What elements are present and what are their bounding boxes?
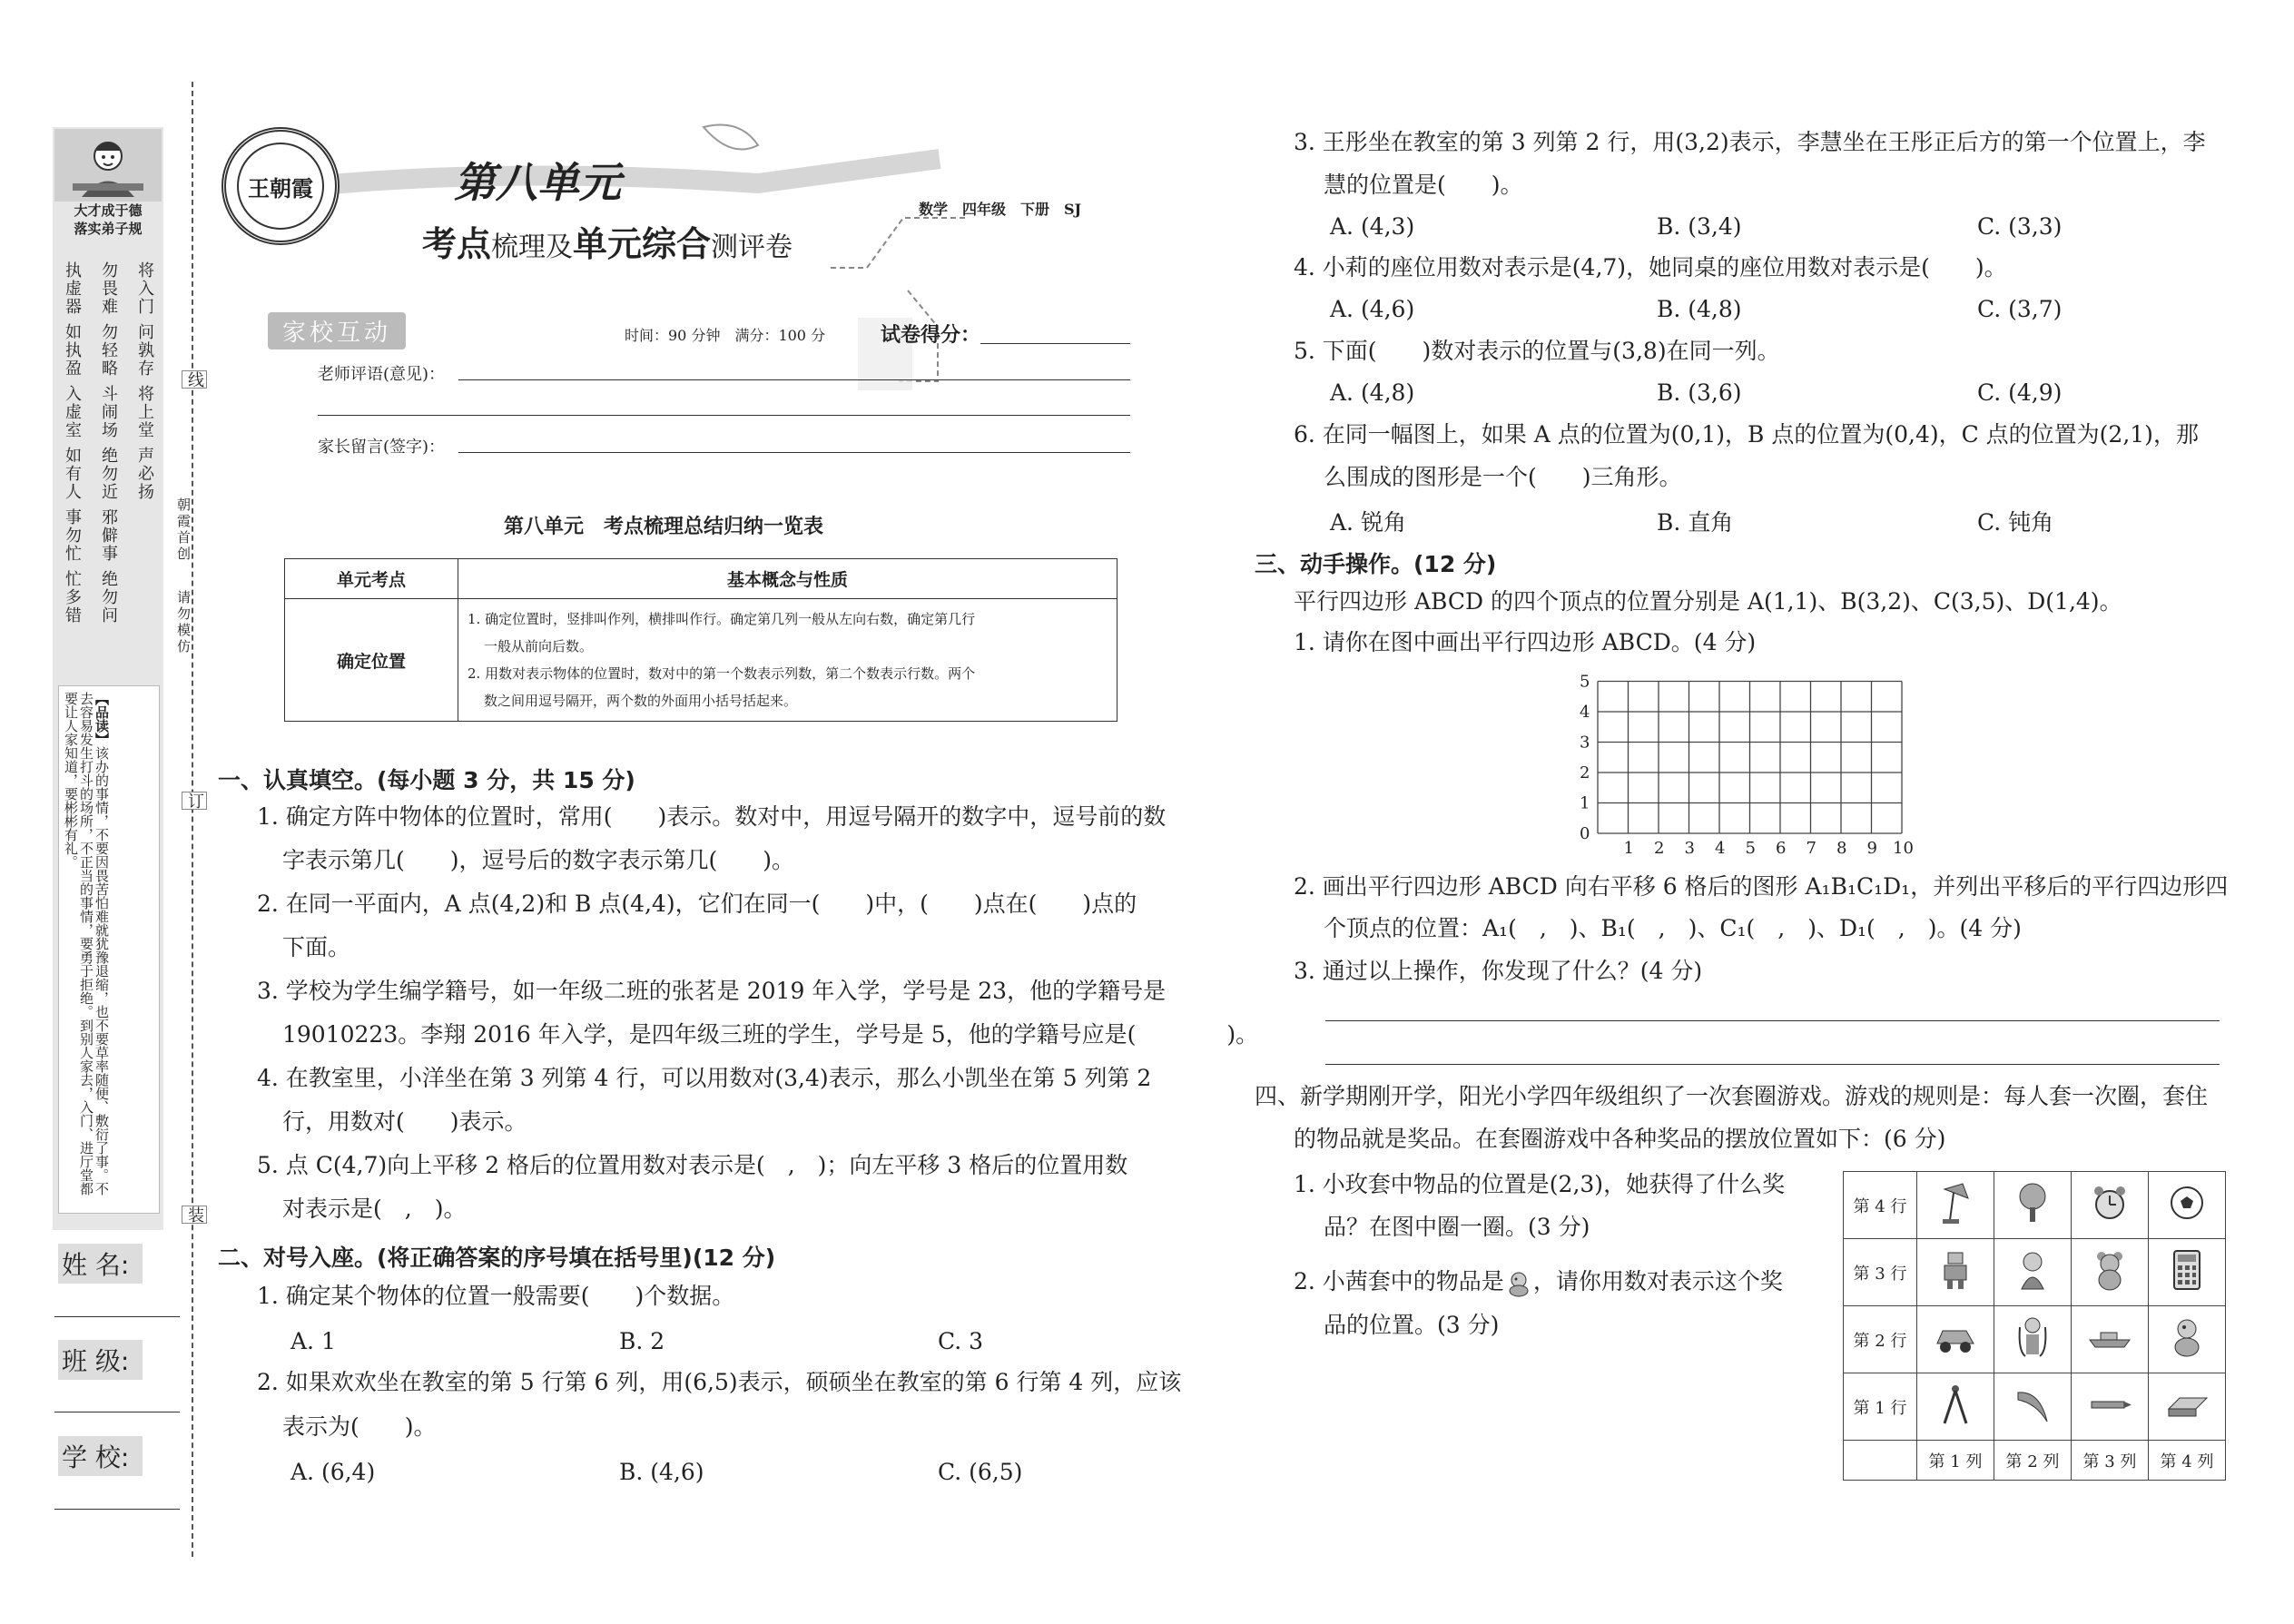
question-text: 么围成的图形是一个( )三角形。 xyxy=(1324,464,1682,490)
x-tick-label: 2 xyxy=(1654,839,1665,858)
prize-cell[interactable] xyxy=(1917,1172,1994,1239)
x-tick-label: 1 xyxy=(1623,839,1634,858)
prize-cell[interactable] xyxy=(2072,1239,2149,1306)
col-label: 第 4 列 xyxy=(2149,1441,2226,1481)
option: B. 直角 xyxy=(1657,509,1734,536)
prize-cell[interactable] xyxy=(2149,1239,2226,1306)
section3-heading: 三、动手操作。(12 分) xyxy=(1255,551,1497,577)
option: C. (4,9) xyxy=(1977,379,2063,406)
section2-heading: 二、对号入座。(将正确答案的序号填在括号里)(12 分) xyxy=(218,1245,776,1271)
cut-mark-1: 线 xyxy=(182,370,207,389)
question-text: 4. 小莉的座位用数对表示是(4,7)，她同桌的座位用数对表示是( )。 xyxy=(1294,254,2007,281)
question-text: 品？在图中圈一圈。(3 分) xyxy=(1324,1214,1590,1240)
option: C. 3 xyxy=(938,1328,984,1354)
option: A. (4,3) xyxy=(1330,213,1415,240)
option: B. (3,6) xyxy=(1657,379,1742,406)
boomerang-icon xyxy=(2013,1382,2053,1427)
x-tick-label: 7 xyxy=(1806,839,1816,858)
option: A. 锐角 xyxy=(1330,509,1406,536)
mascot-illustration xyxy=(54,129,162,202)
x-tick-label: 9 xyxy=(1866,839,1877,858)
school-label: 学 校: xyxy=(58,1436,143,1476)
y-tick-label: 3 xyxy=(1580,733,1590,753)
prize-cell[interactable] xyxy=(1994,1172,2072,1239)
prize-cell[interactable] xyxy=(2149,1172,2226,1239)
coordinate-grid[interactable] xyxy=(1561,672,1925,862)
summary-col1: 单元考点 xyxy=(285,559,458,599)
subtitle: 考点梳理及单元综合测评卷 xyxy=(422,224,793,264)
question-text: 1. 确定方阵中物体的位置时，常用( )表示。数对中，用逗号隔开的数字中，逗号前的数 xyxy=(257,803,1167,830)
x-tick-label: 6 xyxy=(1776,839,1787,858)
prize-cell[interactable] xyxy=(2072,1373,2149,1441)
logo xyxy=(222,127,340,245)
question-text: 3. 学校为学生编学籍号，如一年级二班的张茗是 2019 年入学，学号是 23，他的学籍号是 xyxy=(257,978,1167,1004)
lamp-icon xyxy=(1935,1180,1975,1225)
x-tick-label: 3 xyxy=(1684,839,1695,858)
teacher-comment-line-2[interactable] xyxy=(318,415,1130,416)
question-text: 个顶点的位置：A₁( , )、B₁( , )、C₁( , )、D₁( , )。(4 分) xyxy=(1324,915,2022,941)
question-text: 1. 请你在图中画出平行四边形 ABCD。(4 分) xyxy=(1294,629,1757,655)
section3-intro: 平行四边形 ABCD 的四个顶点的位置分别是 A(1,1)、B(3,2)、C(3,5)、D(1,4)。 xyxy=(1294,588,2122,615)
origin-label: 0 xyxy=(1580,824,1590,843)
pindu-label: 【品读】 xyxy=(94,692,110,746)
row-label: 第 3 行 xyxy=(1844,1239,1917,1306)
teacher-comment-line-1[interactable] xyxy=(458,379,1130,380)
logo-text: 王朝霞 xyxy=(237,143,324,230)
option: B. (4,6) xyxy=(619,1459,704,1485)
school-line[interactable] xyxy=(54,1509,180,1510)
cut-mark-2: 订 xyxy=(182,792,207,810)
answer-line[interactable] xyxy=(1325,1064,2220,1065)
prize-cell[interactable] xyxy=(1917,1373,1994,1441)
x-tick-label: 4 xyxy=(1715,839,1726,858)
section1-heading: 一、认真填空。(每小题 3 分，共 15 分) xyxy=(218,767,635,793)
unit-title: 第八单元 xyxy=(454,158,621,207)
tree-icon xyxy=(2013,1180,2053,1225)
prize-cell[interactable] xyxy=(1994,1239,2072,1306)
prize-cell[interactable] xyxy=(1917,1306,1994,1373)
parent-comment-label: 家长留言(签字)： xyxy=(318,438,446,457)
soccer-ball-icon xyxy=(2167,1180,2207,1225)
header-banner xyxy=(195,109,1185,490)
summary-item: 一般从前向后数。 xyxy=(484,638,594,655)
section4-heading-cont: 的物品就是奖品。在套圈游戏中各种奖品的摆放位置如下：(6 分) xyxy=(1294,1126,1946,1152)
y-tick-label: 2 xyxy=(1580,763,1590,782)
col-label: 第 3 列 xyxy=(2072,1441,2149,1481)
cut-notice-2: 请勿模仿 xyxy=(175,590,192,655)
x-tick-label: 5 xyxy=(1745,839,1756,858)
teddy-bear-icon xyxy=(2090,1247,2130,1293)
alarm-clock-icon xyxy=(2090,1180,2130,1225)
row-label: 第 2 行 xyxy=(1844,1306,1917,1373)
question-text: 慧的位置是( )。 xyxy=(1324,172,1523,198)
option: C. (3,3) xyxy=(1977,213,2063,240)
summary-col2: 基本概念与性质 xyxy=(458,559,1117,599)
summary-row-label: 确定位置 xyxy=(285,599,458,722)
score-label: 试卷得分： xyxy=(881,323,981,347)
prize-cell[interactable] xyxy=(2072,1306,2149,1373)
question-text: 下面。 xyxy=(282,934,351,960)
option: A. (4,8) xyxy=(1330,379,1415,406)
y-tick-label: 4 xyxy=(1580,703,1590,722)
cut-mark-3: 装 xyxy=(182,1206,207,1224)
doll-icon xyxy=(2013,1247,2053,1293)
question-text: 对表示是( , )。 xyxy=(282,1196,467,1222)
name-line[interactable] xyxy=(54,1316,180,1317)
eraser-icon xyxy=(2163,1382,2210,1427)
option: A. (4,6) xyxy=(1330,296,1415,322)
question-text: 字表示第几( )，逗号后的数字表示第几( )。 xyxy=(282,847,795,873)
teacher-comment-label: 老师评语(意见)： xyxy=(318,365,446,384)
pencil-icon xyxy=(2086,1382,2133,1427)
verse-text: 将入门 问孰存 将上堂 声必扬 勿畏难 勿轻略 斗闹场 绝勿近 邪僻事 绝勿问 执虚器 如执盈 入虚室 如有人 事勿忙 忙多错 xyxy=(63,261,154,625)
toy-chick-icon xyxy=(1504,1270,1533,1297)
x-tick-label: 10 xyxy=(1893,839,1914,858)
prize-cell[interactable] xyxy=(1994,1306,2072,1373)
toy-ship-icon xyxy=(2086,1314,2133,1360)
pindu-text: 该办的事情，不要因畏苦怕难就犹豫退缩，也不要草率随便、敷衍了事。不去容易发生打斗的场所，不正当的事情，要勇于拒绝。到别人家去，入门、进厅堂都要让人家知道，要彬彬有礼。 xyxy=(63,692,110,1196)
answer-line[interactable] xyxy=(1325,1020,2220,1021)
question-text: 行，用数对( )表示。 xyxy=(282,1108,527,1135)
calculator-icon xyxy=(2167,1247,2207,1293)
question-text: 1. 确定某个物体的位置一般需要( )个数据。 xyxy=(257,1283,735,1309)
question-text: 3. 王彤坐在教室的第 3 列第 2 行，用(3,2)表示，李慧坐在王彤正后方的第一个位置上，李 xyxy=(1294,129,2206,155)
summary-item: 2. 用数对表示物体的位置时，数对中的第一个数表示列数，第二个数表示行数。两个 xyxy=(468,665,976,682)
grade-info: 数学 四年级 下册 SJ xyxy=(919,201,1082,218)
summary-item: 1. 确定位置时，竖排叫作列，横排叫作行。确定第几列一般从左向右数，确定第几行 xyxy=(468,611,976,627)
compass-icon xyxy=(1935,1382,1975,1427)
cut-notice-1: 朝霞首创 xyxy=(175,497,192,563)
prize-cell[interactable] xyxy=(2072,1172,2149,1239)
prize-cell[interactable] xyxy=(1917,1239,1994,1306)
question-text: 表示为( )。 xyxy=(282,1413,437,1440)
question-text: 品的位置。(3 分) xyxy=(1324,1312,1500,1338)
question-text: 6. 在同一幅图上，如果 A 点的位置为(0,1)，B 点的位置为(0,4)，C 点的位置为(2,1)，那 xyxy=(1294,421,2199,448)
col-label: 第 2 列 xyxy=(1994,1441,2072,1481)
toy-chick-icon xyxy=(2167,1314,2207,1360)
question-text: 1. 小玫套中物品的位置是(2,3)，她获得了什么奖 xyxy=(1294,1171,1786,1197)
time-info: 时间：90 分钟 满分：100 分 xyxy=(625,327,826,344)
summary-table xyxy=(284,558,1117,722)
cut-line xyxy=(192,82,193,1557)
row-label: 第 1 行 xyxy=(1844,1373,1917,1441)
pindu-box xyxy=(58,685,160,1214)
girl-figure-icon xyxy=(2013,1314,2053,1360)
section4-heading: 四、新学期刚开学，阳光小学四年级组织了一次套圈游戏。游戏的规则是：每人套一次圈，套住 xyxy=(1255,1083,2209,1109)
class-label: 班 级: xyxy=(58,1340,143,1380)
prize-cell[interactable] xyxy=(1994,1373,2072,1441)
toy-car-icon xyxy=(1934,1314,1977,1360)
option: B. (4,8) xyxy=(1657,296,1742,322)
summary-title: 第八单元 考点梳理总结归纳一览表 xyxy=(504,516,824,538)
summary-item: 数之间用逗号隔开，两个数的外面用小括号括起来。 xyxy=(484,693,798,709)
score-line[interactable] xyxy=(980,343,1130,344)
option: B. 2 xyxy=(619,1328,665,1354)
name-label: 姓 名: xyxy=(58,1244,143,1284)
prize-cell[interactable] xyxy=(2149,1373,2226,1441)
parent-comment-line[interactable] xyxy=(458,452,1130,453)
option: A. 1 xyxy=(290,1328,336,1354)
y-tick-label: 5 xyxy=(1580,672,1590,692)
question-text: 3. 通过以上操作，你发现了什么？(4 分) xyxy=(1294,958,1703,984)
option: C. 钝角 xyxy=(1977,509,2054,536)
prize-table xyxy=(1843,1171,2226,1481)
question-text: 2. 如果欢欢坐在教室的第 5 行第 6 列，用(6,5)表示，硕硕坐在教室的第 6 行第 4 列，应该 xyxy=(257,1369,1182,1395)
row-label: 第 4 行 xyxy=(1844,1172,1917,1239)
option: C. (3,7) xyxy=(1977,296,2063,322)
robot-icon xyxy=(1935,1247,1975,1293)
option: B. (3,4) xyxy=(1657,213,1742,240)
col-label: 第 1 列 xyxy=(1917,1441,1994,1481)
question-text: 2. 小茜套中的物品是 ，请你用数对表示这个奖 xyxy=(1294,1268,1783,1297)
family-label: 家校互动 xyxy=(268,312,406,349)
question-text: 2. 画出平行四边形 ABCD 向右平移 6 格后的图形 A₁B₁C₁D₁，并列出平移后的平行四边形四 xyxy=(1294,873,2229,900)
option: A. (6,4) xyxy=(290,1459,376,1485)
motto-top: 大才成于德 落实弟子规 xyxy=(74,202,143,237)
x-tick-label: 8 xyxy=(1836,839,1847,858)
question-text: 4. 在教室里，小洋坐在第 3 列第 4 行，可以用数对(3,4)表示，那么小凯坐在第 5 列第 2 xyxy=(257,1065,1152,1091)
question-text: 5. 下面( )数对表示的位置与(3,8)在同一列。 xyxy=(1294,338,1780,364)
question-text: 19010223。李翔 2016 年入学，是四年级三班的学生，学号是 5，他的学籍号应是( )。 xyxy=(282,1021,1259,1048)
section1-questions xyxy=(257,803,1258,1223)
prize-cell[interactable] xyxy=(2149,1306,2226,1373)
y-tick-label: 1 xyxy=(1580,793,1590,813)
question-text: 2. 在同一平面内，A 点(4,2)和 B 点(4,4)，它们在同一( )中，( )点在( )点的 xyxy=(257,891,1137,917)
question-text: 5. 点 C(4,7)向上平移 2 格后的位置用数对表示是( , )；向左平移 3 格后的位置用数 xyxy=(257,1152,1128,1178)
option: C. (6,5) xyxy=(938,1459,1023,1485)
